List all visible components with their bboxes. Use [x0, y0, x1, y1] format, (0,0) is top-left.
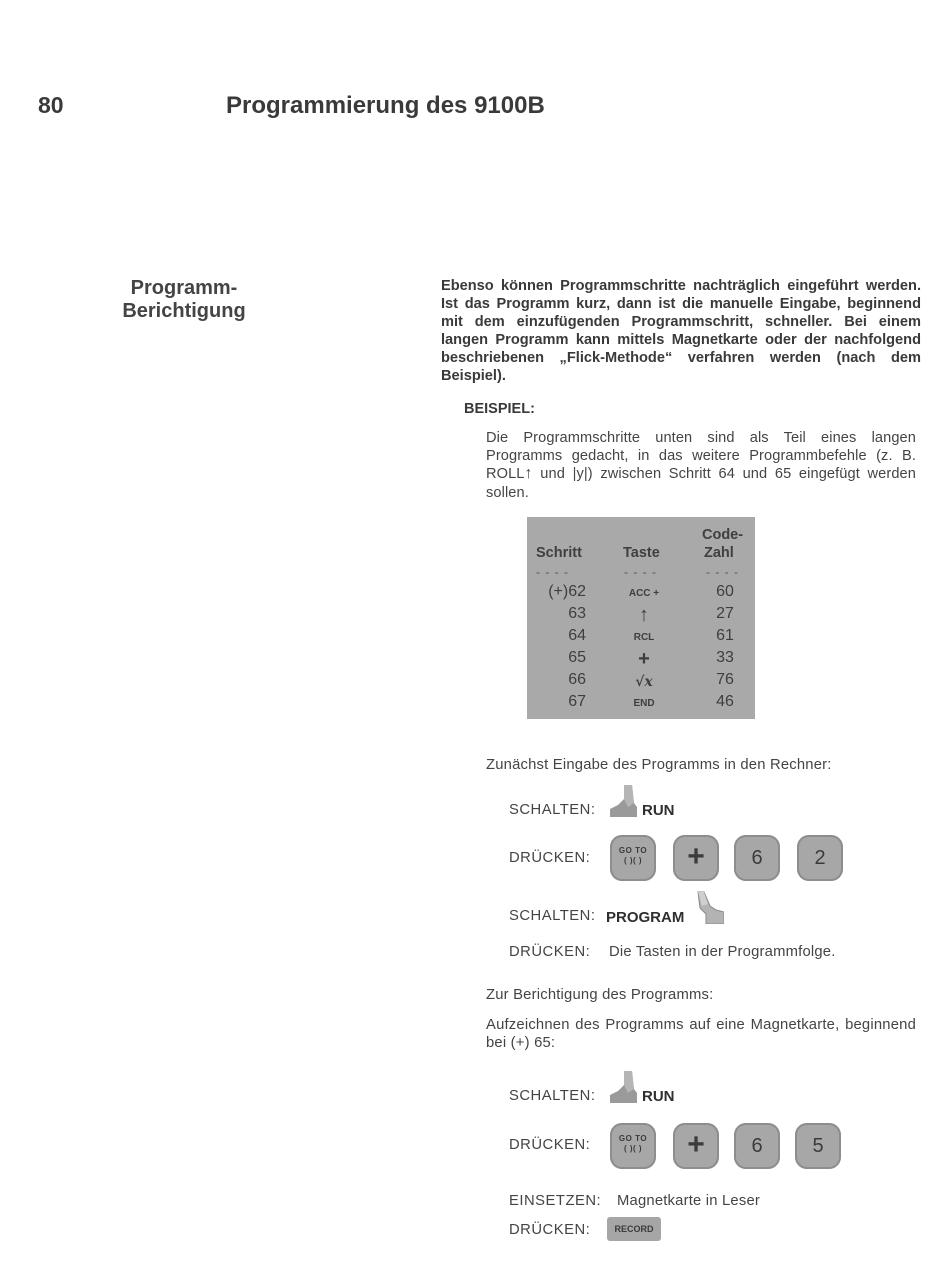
druecken-label: DRÜCKEN:	[509, 850, 591, 866]
table-divider: - - - -	[706, 565, 739, 579]
table-row	[527, 671, 755, 693]
digit-key: 6	[734, 835, 780, 881]
section1-intro: Zunächst Eingabe des Programms in den Rechner:	[486, 757, 832, 773]
digit-key: 6	[734, 1123, 780, 1169]
plus-key: +	[673, 1123, 719, 1169]
druecken-label: DRÜCKEN:	[509, 1222, 591, 1238]
program-label: PROGRAM	[606, 909, 685, 926]
goto-key-top: GO TO	[618, 1134, 648, 1143]
code-cell: 27	[716, 605, 734, 622]
code-cell: 33	[716, 649, 734, 666]
step-cell: 64	[568, 627, 586, 644]
switch-run-icon	[608, 1069, 638, 1103]
key-cell: RCL	[633, 632, 655, 643]
schalten-label: SCHALTEN:	[509, 1088, 596, 1104]
switch-program-icon	[694, 890, 724, 924]
druecken-label: DRÜCKEN:	[509, 944, 591, 960]
record-key: RECORD	[607, 1217, 661, 1241]
program-table	[527, 517, 755, 719]
section-heading-line1: Programm-	[130, 277, 238, 299]
switch-run-icon	[608, 783, 638, 817]
column-header-taste: Taste	[623, 545, 660, 561]
section-heading	[100, 277, 268, 323]
table-row	[527, 605, 755, 627]
column-header-code-line2: Zahl	[704, 545, 734, 561]
schalten-label: SCHALTEN:	[509, 802, 596, 818]
einsetzen-label: EINSETZEN:	[509, 1193, 602, 1209]
chapter-title: Programmierung des 9100B	[226, 92, 545, 119]
step-cell: (+)62	[548, 583, 586, 600]
key-cell: ↑	[639, 604, 649, 626]
section2-intro: Zur Berichtigung des Programms:	[486, 987, 714, 1003]
plus-key: +	[673, 835, 719, 881]
example-label: BEISPIEL:	[464, 401, 535, 417]
page-number: 80	[38, 92, 64, 118]
column-header-schritt: Schritt	[536, 545, 582, 561]
goto-key-bottom: ( )( )	[623, 1144, 643, 1153]
druecken-instruction: Die Tasten in der Programmfolge.	[609, 944, 836, 960]
key-cell: √x	[635, 674, 653, 690]
example-description-part2: und |y|) zwischen Schritt 64 und 65 eingefügt werden sollen.	[486, 466, 916, 501]
up-arrow-icon: ↑	[524, 465, 533, 483]
code-cell: 60	[716, 583, 734, 600]
example-description-part1: Die Programmschritte unten sind als Teil eines langen Programms gedacht, in das weitere Programmbefehle (z. B. ROLL	[486, 430, 916, 483]
code-cell: 76	[716, 671, 734, 688]
druecken-label: DRÜCKEN:	[509, 1137, 591, 1153]
column-header-code-line1: Code-	[702, 527, 744, 543]
section-heading-line2: Berichtigung	[122, 300, 246, 322]
goto-key-top: GO TO	[618, 846, 648, 855]
run-label: RUN	[642, 1088, 675, 1105]
table-row	[527, 583, 755, 605]
step-cell: 66	[568, 671, 586, 688]
table-row	[527, 649, 755, 671]
step-cell: 65	[568, 649, 586, 666]
goto-key	[610, 835, 656, 881]
key-cell: +	[638, 648, 650, 670]
table-divider: - - - -	[536, 565, 569, 579]
step-cell: 67	[568, 693, 586, 710]
digit-key: 2	[797, 835, 843, 881]
goto-key	[610, 1123, 656, 1169]
table-divider: - - - -	[624, 565, 657, 579]
run-label: RUN	[642, 802, 675, 819]
key-cell: END	[633, 698, 655, 709]
code-cell: 46	[716, 693, 734, 710]
intro-paragraph: Ebenso können Programmschritte nachträglich eingeführt werden. Ist das Programm kurz, dann ist die manuelle Eingabe, beginnend mit dem einzufügenden Programmschritt, schneller. Bei einem langen Programm kann mittels Magnetkarte oder der nachfolgend beschriebenen „Flick-Methode“ verfahren werden (nach dem Beispiel).	[441, 278, 921, 384]
record-instruction: Aufzeichnen des Programms auf eine Magnetkarte, beginnend bei (+) 65:	[486, 1017, 916, 1051]
goto-key-bottom: ( )( )	[623, 856, 643, 865]
step-cell: 63	[568, 605, 586, 622]
schalten-label: SCHALTEN:	[509, 908, 596, 924]
einsetzen-instruction: Magnetkarte in Leser	[617, 1193, 761, 1209]
table-row	[527, 627, 755, 649]
digit-key: 5	[795, 1123, 841, 1169]
example-description	[486, 429, 916, 502]
table-row	[527, 693, 755, 715]
code-cell: 61	[716, 627, 734, 644]
key-cell: ACC +	[628, 588, 660, 599]
